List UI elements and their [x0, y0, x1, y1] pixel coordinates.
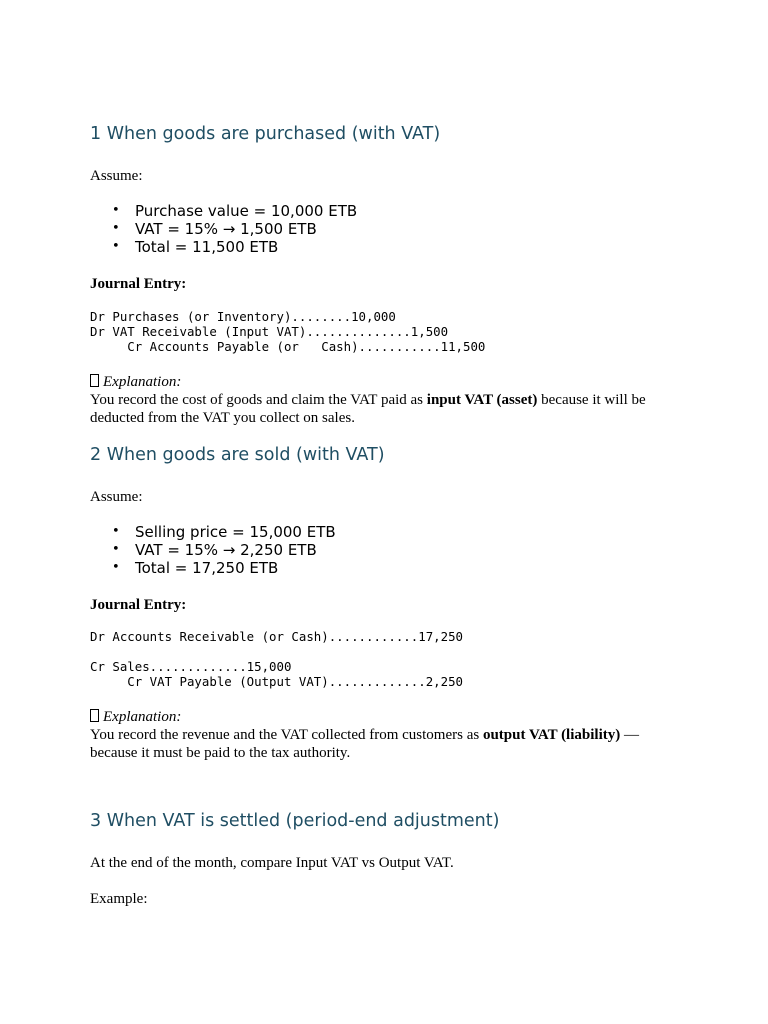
- section-2-assume: Assume:: [90, 489, 143, 505]
- section-2-bullet-list: [90, 523, 336, 577]
- section-3-example: Example:: [90, 891, 148, 907]
- section-2-journal-line: Cr VAT Payable (Output VAT).............2,250: [90, 674, 463, 689]
- bullet-icon: •: [112, 203, 120, 218]
- bullet-icon: •: [112, 542, 120, 557]
- missing-glyph-icon: [90, 709, 99, 722]
- bullet-icon: •: [112, 221, 120, 236]
- list-item: • Selling price = 15,000 ETB: [112, 523, 336, 541]
- list-item: • VAT = 15% → 2,250 ETB: [112, 541, 317, 559]
- bullet-icon: •: [112, 239, 120, 254]
- section-3-heading: 3 When VAT is settled (period-end adjustment): [90, 811, 500, 831]
- section-2-heading: 2 When goods are sold (with VAT): [90, 445, 385, 465]
- section-1-heading: 1 When goods are purchased (with VAT): [90, 124, 441, 144]
- section-1-explanation-label: Explanation:: [90, 373, 181, 391]
- section-1-journal-line: Cr Accounts Payable (or Cash)...........11,500: [90, 339, 486, 354]
- list-item: • Total = 11,500 ETB: [112, 238, 279, 256]
- section-3-intro: At the end of the month, compare Input VAT vs Output VAT.: [90, 855, 454, 871]
- section-1-explanation-text: You record the cost of goods and claim the VAT paid as input VAT (asset) because it will be deducted from the VAT you collect on sales.: [90, 392, 646, 426]
- list-item: • Total = 17,250 ETB: [112, 559, 279, 577]
- section-1-journal-label: Journal Entry:: [90, 276, 187, 292]
- bullet-icon: •: [112, 524, 120, 539]
- section-2-journal-line: Cr Sales.............15,000: [90, 659, 292, 674]
- bullet-icon: •: [112, 560, 120, 575]
- section-1-journal-line: Dr Purchases (or Inventory)........10,000: [90, 309, 396, 324]
- section-1-bullet-list: [90, 202, 357, 256]
- list-item: • VAT = 15% → 1,500 ETB: [112, 220, 317, 238]
- missing-glyph-icon: [90, 374, 99, 387]
- section-2-explanation-text: You record the revenue and the VAT collected from customers as output VAT (liability) — because it must be paid to the tax authority.: [90, 727, 639, 761]
- section-2-explanation-label: Explanation:: [90, 708, 181, 726]
- list-item: • Purchase value = 10,000 ETB: [112, 202, 358, 220]
- section-1-journal-line: Dr VAT Receivable (Input VAT)..............1,500: [90, 324, 449, 339]
- section-1-assume: Assume:: [90, 168, 143, 184]
- section-2-journal-label: Journal Entry:: [90, 597, 187, 613]
- section-2-journal-line: Dr Accounts Receivable (or Cash)............17,250: [90, 629, 463, 644]
